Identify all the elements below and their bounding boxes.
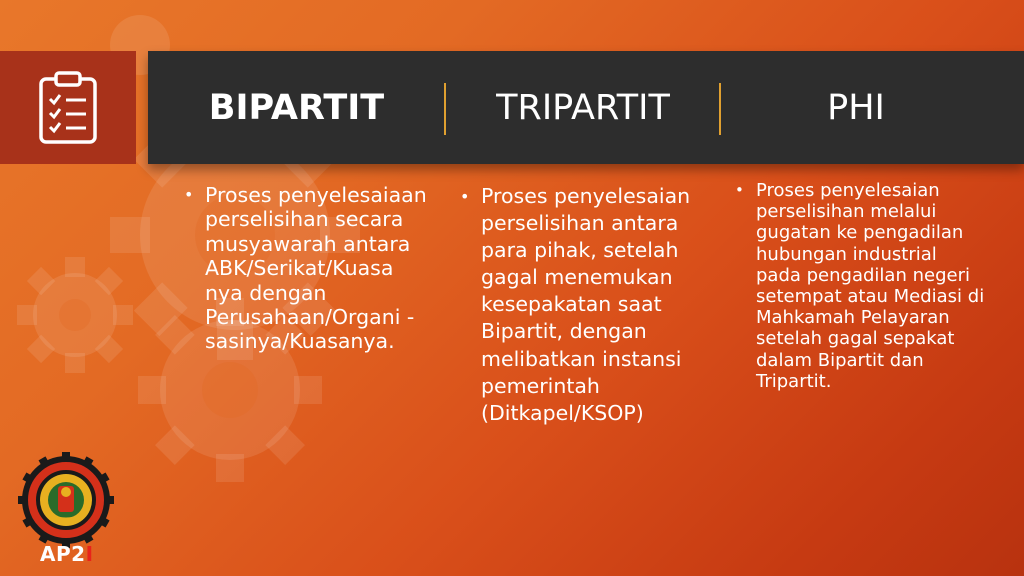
column-body-bipartit [184,183,429,354]
ap2i-seal-logo [18,452,114,548]
column-body-text: Proses penyelesaian perselisihan antara para pihak, setelah gagal menemukan kesepakatan saat Bipartit, dengan melibatkan instansi pemerintah (Ditkapel/KSOP) [481,184,691,425]
bullet: • [460,187,470,206]
bullet: • [735,181,744,199]
column-title-phi: PHI [827,87,885,128]
ap2i-logo-text [40,542,94,566]
logo-text-main: AP2 [40,542,86,566]
column-body-phi [735,180,985,392]
column-body-tripartit [460,183,710,427]
column-title-tripartit: TRIPARTIT [496,87,670,128]
bullet: • [184,185,194,204]
column-body-text: Proses penyelesaiaan perselisihan secara musyawarah antara ABK/Serikat/Kuasa nya dengan Perusahaan/Organi -sasinya/Kuasanya. [205,183,427,354]
logo-text-accent: I [85,542,94,566]
column-title-bipartit: BIPARTIT [208,87,385,128]
column-body-text: Proses penyelesaian perselisihan melalui gugatan ke pengadilan hubungan industrial pada pengadilan negeri setempat atau Mediasi di Mahkamah Pelayaran setelah gagal sepakat dalam Bipartit dan Tripartit. [756,180,985,392]
clipboard-checklist-icon [38,71,98,145]
header-icon-box [0,51,136,164]
header-bar [148,51,1024,164]
